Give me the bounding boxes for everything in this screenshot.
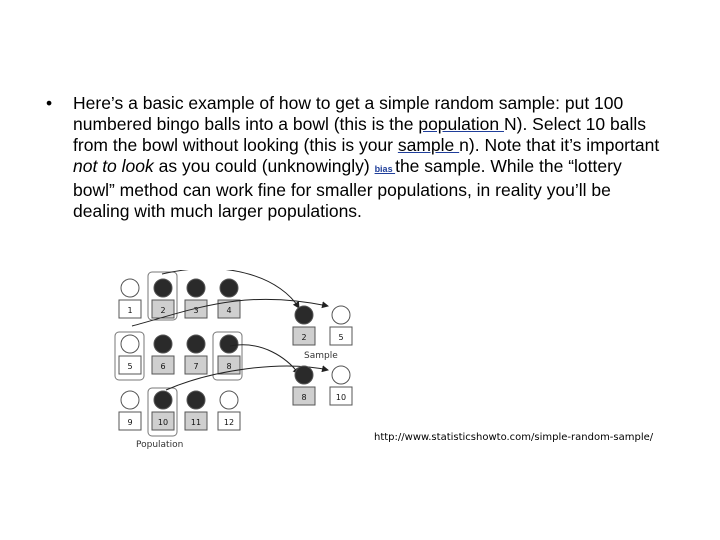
card-number: 3 [193,306,199,315]
card-number: 5 [338,333,344,342]
ball-filled [295,306,313,324]
card-number: 2 [301,333,307,342]
random-sample-figure [112,270,362,452]
figure.population-item [218,391,240,430]
population-link[interactable]: population [418,114,504,134]
card-number: 11 [190,418,202,427]
ball-empty [220,391,238,409]
text-part-4: as you could (unknowingly) [153,156,375,176]
card-number: 10 [335,393,347,402]
ball-empty [332,306,350,324]
card-number: 5 [127,362,133,371]
figure.sample-item [330,306,352,345]
card-number: 1 [127,306,133,315]
card-number: 10 [157,418,169,427]
text-part-3: n). Note that it’s important [459,135,660,155]
card-number: 12 [223,418,235,427]
card-number: 9 [127,418,133,427]
figure.sample-item [330,366,352,405]
ball-empty [332,366,350,384]
sample-label: Sample [304,351,338,361]
ball-filled [154,279,172,297]
population-label: Population [136,440,184,450]
bullet-text [73,93,663,222]
card-number: 2 [160,306,166,315]
emphasis-text: not to look [73,156,154,176]
ball-empty [121,279,139,297]
bias-link[interactable]: bias [374,164,396,174]
figure.population-item [185,335,207,374]
card-number: 4 [226,306,232,315]
figure.population-item [152,335,174,374]
figure.population-item [218,335,240,374]
ball-filled [154,335,172,353]
ball-empty [121,391,139,409]
ball-filled [220,335,238,353]
bullet-marker: • [46,93,53,113]
figure.population-item [119,335,141,374]
ball-filled [187,335,205,353]
text-part-5: the sample. While the “lottery bowl” method can work fine for smaller populations, in reality you’ll be dealing with much larger populations. [73,156,622,221]
card-number: 8 [226,362,232,371]
ball-empty [121,335,139,353]
figure.population-item [119,391,141,430]
sample-link[interactable]: sample [397,135,460,155]
ball-filled [154,391,172,409]
figure.population-item [185,279,207,318]
selection-boxes [115,272,242,436]
ball-filled [295,366,313,384]
ball-filled [187,391,205,409]
card-number: 6 [160,362,166,371]
figure.population-item [119,279,141,318]
card-number: 8 [301,393,307,402]
figure.population-item [185,391,207,430]
source-link[interactable]: http://www.statisticshowto.com/simple-random-sample/ [374,432,654,443]
text-part-2: N). Select 10 balls from the bowl without looking (this is your [73,114,646,155]
ball-filled [187,279,205,297]
figure.population-item [152,391,174,430]
figure.sample-item [293,306,315,345]
figure.population-item [152,279,174,318]
ball-filled [220,279,238,297]
card-number: 7 [193,362,199,371]
text-part-1: Here’s a basic example of how to get a simple random sample: put 100 numbered bingo balls into a bowl (this is the [73,93,624,134]
population-balls [119,279,240,430]
figure.sample-item [293,366,315,405]
figure.population-item [218,279,240,318]
